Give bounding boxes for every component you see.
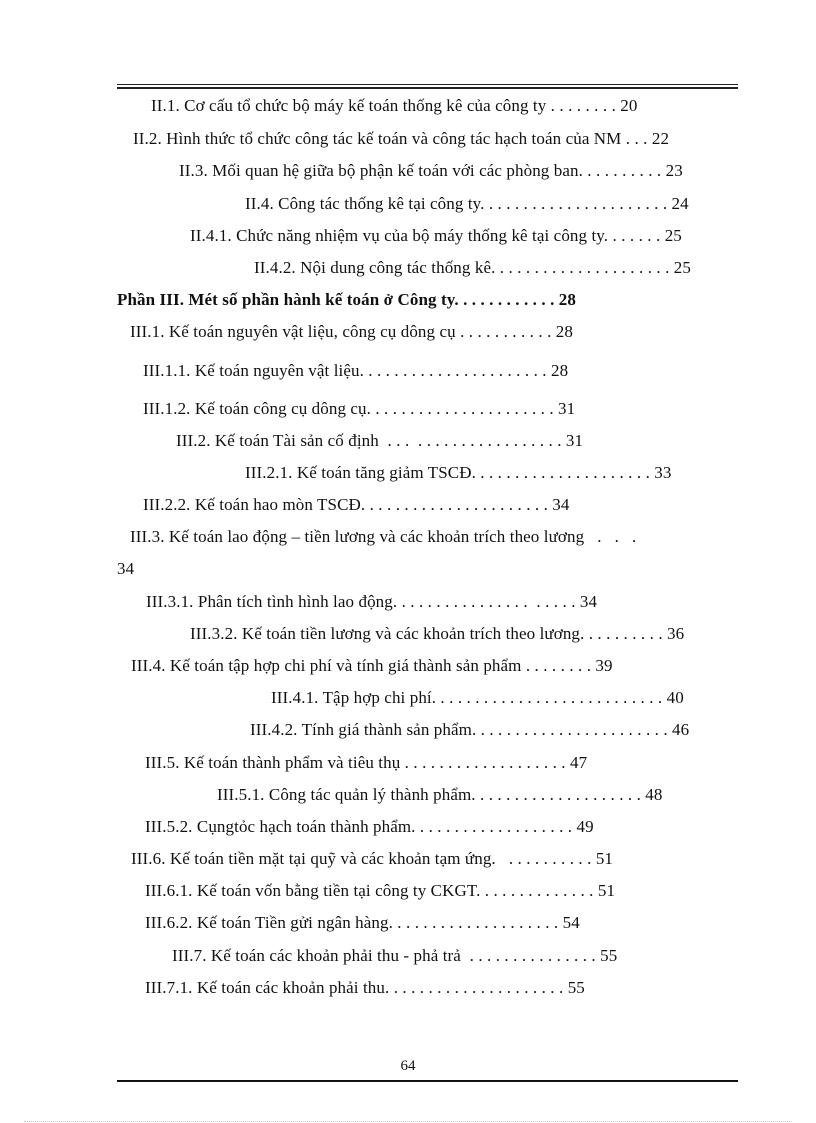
toc-entry[interactable]: III.2.2. Kế toán hao mòn TSCĐ. . . . . . . . . . . . . . . . . . . . . . 34 (143, 495, 570, 514)
toc-entry[interactable]: III.6.1. Kế toán vốn bằng tiền tại công ty CKGT. . . . . . . . . . . . . . 51 (145, 881, 616, 900)
toc-entry[interactable]: III.5.1. Công tác quản lý thành phẩm. . . . . . . . . . . . . . . . . . . . 48 (217, 785, 663, 804)
toc-entry[interactable]: II.4. Công tác thống kê tại công ty. . . . . . . . . . . . . . . . . . . . . . 24 (245, 194, 689, 213)
toc-entry[interactable]: III.3. Kế toán lao động – tiền lương và các khoản trích theo lương . . . (130, 527, 637, 546)
toc-entry[interactable]: II.4.2. Nội dung công tác thống kê. . . . . . . . . . . . . . . . . . . . . 25 (254, 258, 691, 277)
toc-entry-part-heading[interactable]: Phần III. Mét số phần hành kế toán ở Công ty. . . . . . . . . . . . 28 (117, 290, 576, 309)
toc-entry[interactable]: III.4.2. Tính giá thành sản phẩm. . . . . . . . . . . . . . . . . . . . . . . 46 (250, 720, 690, 739)
toc-entry[interactable]: III.5.2. Cụngtỏc hạch toán thành phẩm. . . . . . . . . . . . . . . . . . . 49 (145, 817, 594, 836)
toc-entry[interactable]: III.7. Kế toán các khoản phải thu - phả trả . . . . . . . . . . . . . . . 55 (172, 946, 618, 965)
toc-entry[interactable]: III.1. Kế toán nguyên vật liệu, công cụ dông cụ . . . . . . . . . . . 28 (130, 322, 573, 341)
toc-entry[interactable]: III.4.1. Tập hợp chi phí. . . . . . . . . . . . . . . . . . . . . . . . . . . 40 (271, 688, 684, 707)
toc-entry[interactable]: III.4. Kế toán tập hợp chi phí và tính giá thành sản phẩm . . . . . . . . 39 (131, 656, 613, 675)
page-edge (24, 1121, 792, 1122)
toc-entry[interactable]: III.6. Kế toán tiền mặt tại quỹ và các khoản tạm ứng. . . . . . . . . . . 51 (131, 849, 614, 868)
toc-entry-page: 34 (117, 559, 135, 578)
toc-entry[interactable]: III.6.2. Kế toán Tiền gửi ngân hàng. . . . . . . . . . . . . . . . . . . . 54 (145, 913, 580, 932)
toc-entry[interactable]: III.2.1. Kế toán tăng giảm TSCĐ. . . . . . . . . . . . . . . . . . . . . 33 (245, 463, 672, 482)
header-rule (117, 84, 738, 89)
toc-entry[interactable]: II.2. Hình thức tổ chức công tác kế toán và công tác hạch toán của NM . . . 22 (133, 129, 670, 148)
toc-entry[interactable]: III.1.2. Kế toán công cụ dông cụ. . . . . . . . . . . . . . . . . . . . . . 31 (143, 399, 576, 418)
toc-entry[interactable]: III.2. Kế toán Tài sản cố định . . . . . . . . . . . . . . . . . . . . 31 (176, 431, 584, 450)
toc-entry[interactable]: III.1.1. Kế toán nguyên vật liệu. . . . . . . . . . . . . . . . . . . . . . 28 (143, 361, 569, 380)
toc-entry[interactable]: III.7.1. Kế toán các khoản phải thu. . . . . . . . . . . . . . . . . . . . . 55 (145, 978, 585, 997)
toc-entry[interactable]: II.4.1. Chức năng nhiệm vụ của bộ máy thống kê tại công ty. . . . . . . 25 (190, 226, 682, 245)
toc-entry[interactable]: II.3. Mối quan hệ giữa bộ phận kế toán với các phòng ban. . . . . . . . . . 23 (179, 161, 683, 180)
toc-entry[interactable]: III.3.2. Kế toán tiền lương và các khoản trích theo lương. . . . . . . . . . 36 (190, 624, 685, 643)
toc-entry[interactable]: II.1. Cơ cấu tổ chức bộ máy kế toán thống kê của công ty . . . . . . . . 20 (151, 96, 638, 115)
toc-entry[interactable]: III.3.1. Phân tích tình hình lao động. . . . . . . . . . . . . . . . . . . . . 34 (146, 592, 598, 611)
page-number: 64 (400, 1058, 416, 1074)
toc-entry[interactable]: III.5. Kế toán thành phẩm và tiêu thụ . . . . . . . . . . . . . . . . . . . 47 (145, 753, 588, 772)
footer-rule (117, 1080, 738, 1082)
